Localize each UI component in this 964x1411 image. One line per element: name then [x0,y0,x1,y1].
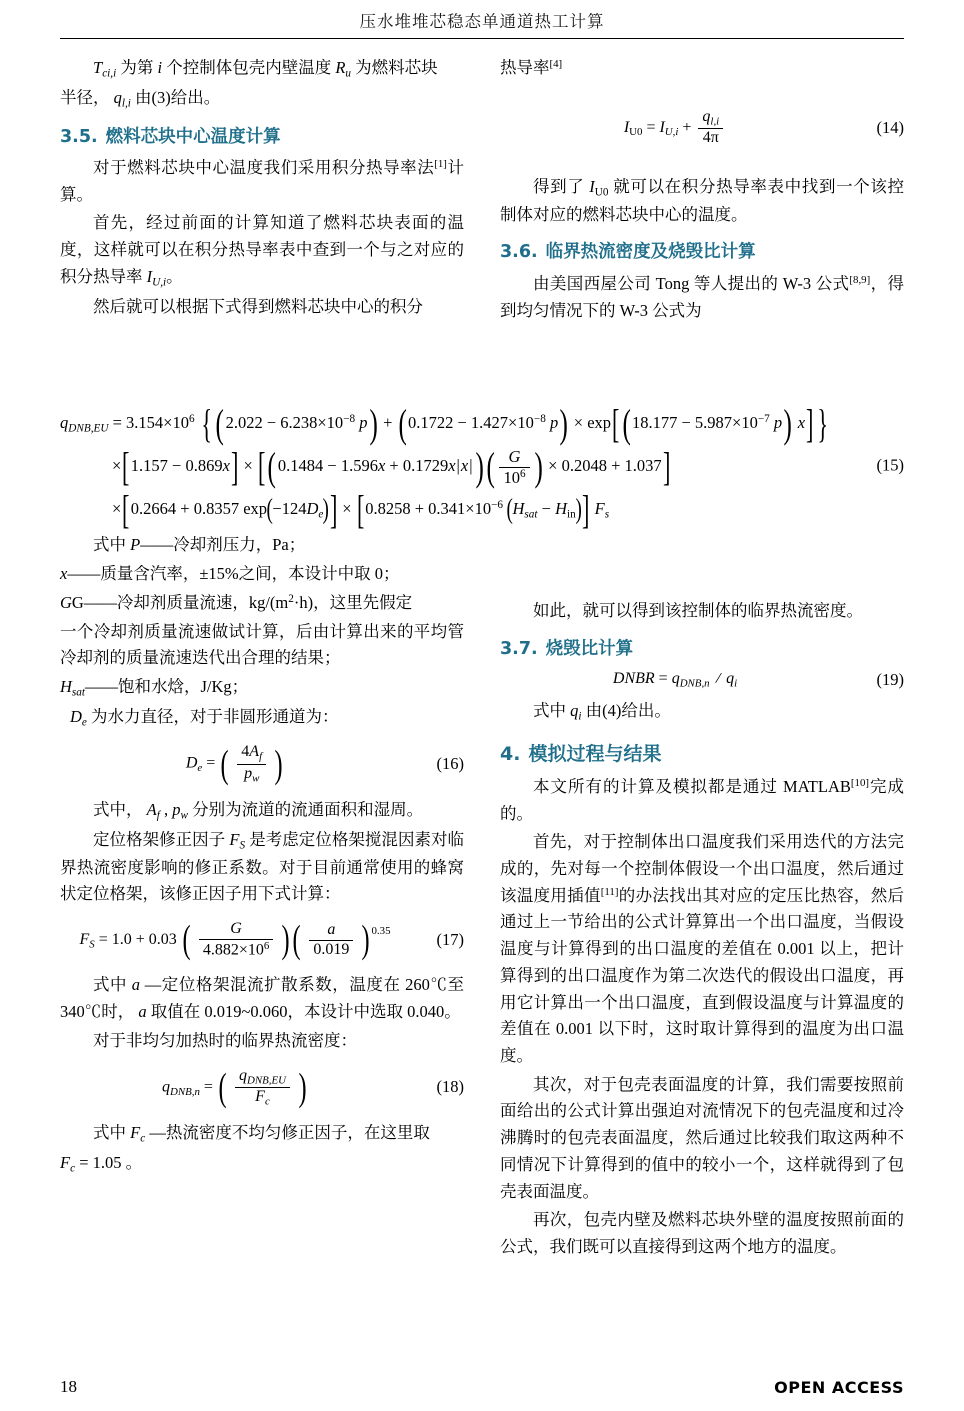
text-fragment: 计算。 [60,158,464,204]
text-fragment: 热导率 [500,58,550,77]
text-fragment: —热流密度不均匀修正因子，在这里取 [149,1123,430,1143]
legend-G-cont [60,619,464,672]
text-fragment: 分别为流道的流通面积和湿周。 [192,800,424,820]
paragraph-a-coefficient: 式中 a —定位格架混流扩散系数，温度在 260℃至 340℃时， a 取值在 0.019~0.060，本设计中选取 0.040。 [60,975,465,1022]
section-title: 燃料芯块中心温度计算 [105,126,281,147]
paragraph-thermal-conductivity [500,55,904,82]
text-fragment: 式中， [93,800,143,820]
text-fragment: —定位格架混流扩散系数，温度在 260℃至 340℃时， [60,975,465,1022]
text-fragment: 为燃料芯块 [355,58,438,77]
text-fragment: 对于燃料芯块中心温度我们采用积分热导率法 [93,158,435,177]
text-fragment: 一个冷却剂质量流速做试计算，后由计算出来的平均管冷却剂的质量流速迭代出合理的结果； [60,621,464,668]
text-fragment: 首先，对于控制体出口温度我们采用迭代的方法完成的，先对每一个控制体假设一个出口温度，然后通过该温度用插值 [500,832,904,905]
text-fragment: 就可以在积分热导率表中找到一个该控制体对应的燃料芯块中心的温度。 [500,176,905,224]
text-fragment: 完成的。 [500,776,905,823]
running-head: 压水堆堆芯稳态单通道热工计算 [359,12,605,31]
equation-15-line-3: ×[0.2664 + 0.8357 $\exp(-124D_e)] \times [0.8258 + 0.341\times 10^{-6}$ $(H_{sat} - H_{in})$] $F_s$ [112,486,610,532]
text-fragment: = 1.05 。 [79,1152,143,1172]
header-rule [60,38,904,39]
text-fragment: 如此，就可以得到该控制体的临界热流密度。 [533,601,863,621]
paragraph-tci-definition-cont: 半径， $q_{l,i}$ 由(3)给出。 [60,87,221,110]
paragraph-integral-method [60,155,464,208]
legend-De: $D_e$ 为水力直径，对于非圆形通道为： [70,706,339,729]
text-fragment: 由(4)给出。 [585,700,671,720]
text-fragment: 由(3)给出。 [135,87,221,107]
text-fragment: ·h)，这里先假定 [293,592,413,612]
paragraph-nonuniform-heating [60,1028,464,1055]
equation-18-body: $q_{DNB,n}$ = ( $\frac{q_{DNB,EU}}{F_c}$ ) [161,1065,307,1109]
paragraph-w3-formula [500,271,904,324]
paragraph-iteration [500,829,904,1069]
equation-18-number: (18) [436,1077,464,1097]
paragraph-fc-factor-cont: $F_c = 1.05$ 。 [60,1152,143,1175]
section-heading-4 [500,741,904,768]
paragraph-fs-factor: 定位格架修正因子 $F_S$ 是考虑定位格架搅混因素对临界热流密度影响的修正系数。对于目前通常使用的蜂窝状定位格架，该修正因子用下式计算： [60,829,465,904]
text-fragment: 个控制体包壳内壁温度 [166,58,332,77]
section-number: 4. [500,743,521,766]
equation-17-body: $F_S = 1.0 + 0.03$ ( $\frac{G}{4.882\times 10^6}$ )( $\frac{a}{0.019}$ )$^{0.35}$ [79,918,391,962]
text-fragment: 式中 [93,1123,126,1143]
equation-15-number: (15) [876,455,904,475]
equation-16-number: (16) [436,754,464,774]
equation-14 [500,108,904,148]
equation-15 [60,402,904,531]
equation-15-line-2: ×[1.157 − 0.869x] × [(0.1484 − 1.596x + 0.1729x|x|)( $\frac{G}{10^6}$ ) × 0.2048 + 1.037] [112,443,671,489]
equation-16-body: $D_e$ = ( $\frac{4A_f}{p_w}$ ) [185,742,283,786]
page-footer [0,1377,964,1397]
section-title: 烧毁比计算 [545,639,634,660]
paragraph-cladding: 其次，对于包壳表面温度的计算，我们需要按照前面给出的公式计算出强迫对流情况下的包壳温度和过冷沸腾时的包壳表面温度，然后通过比较我们取这两种不同情况下计算得到的值中的较小一个，这样就得到了包壳表面温度。 [500,1074,904,1201]
paragraph-inner-wall: 再次，包壳内壁及燃料芯块外壁的温度按照前面的公式，我们既可以直接得到这两个地方的温度。 [500,1210,904,1257]
text-fragment: G——冷却剂质量流速，kg/(m [71,592,289,612]
section-number: 3.6. [500,242,538,263]
equation-17 [60,920,464,960]
legend-Hsat: $H_{sat}——$饱和水焓，J/Kg； [60,676,249,699]
text-fragment: 定位格架修正因子 [93,829,226,849]
text-fragment: 首先，经过前面的计算知道了燃料芯块表面的温度，这样就可以在积分热导率表中查到一个与之对应的积分热导率 [60,213,464,286]
section-heading-3-5 [60,125,464,150]
text-fragment: ，得到均匀情况下的 W-3 公式为 [500,273,904,320]
paragraph-after-eq19: 式中 $q_i$ 由(4)给出。 [533,700,671,723]
reference-marker: [1] [434,158,447,171]
paragraph-tci-definition: $T_{ci,i}$ 为第 i 个控制体包壳内壁温度 $R_u$ 为燃料芯块 [93,58,438,80]
left-column [60,55,464,1263]
text-fragment: 对于非均匀加热时的临界热流密度： [93,1030,357,1050]
text-fragment: 取值在 0.019~0.060，本设计中选取 0.040。 [150,1002,461,1022]
equation-14-number: (14) [876,117,904,137]
paragraph-after-eq14: 得到了 $I_{U0}$ 就可以在积分热导率表中找到一个该控制体对应的燃料芯块中心的温度。 [500,176,905,224]
text-fragment: 为水力直径，对于非圆形通道为： [91,706,339,726]
page-number: 18 [60,1377,77,1396]
paragraph-matlab [500,774,904,827]
equation-16 [60,743,464,785]
equation-17-number: (17) [436,930,464,950]
reference-marker: [11] [600,885,619,898]
text-fragment: 为第 [120,58,154,77]
paragraph-center-integral [60,294,464,321]
section-title: 临界热流密度及烧毁比计算 [545,242,756,263]
legend-x: x——质量含汽率，±15%之间，本设计中取 0； [60,564,400,584]
right-column [500,55,904,1263]
text-fragment: 的办法找出其对应的定压比热容，然后通过上一节给出的公式计算算出一个出口温度，当假设温度与计算得到的出口温度的差值在 0.001 以上，把计算得到的出口温度作为第二次迭代的假设出口温度，再用它计算出一个出口温度，直到假设温度与计算温度的差值在 0.001 以下时，这时取计算得到的温度为出口温度。 [500,885,905,1066]
section-number: 3.7. [500,639,538,660]
text-fragment: 式中 [93,975,128,995]
equation-19-body: DNBR = $q_{DNB,n} / q_i$ [612,669,738,690]
equation-18 [60,1067,464,1109]
section-number: 3.5. [60,126,98,147]
reference-marker: [10] [850,776,870,789]
section-heading-3-6 [500,240,904,265]
text-fragment: 是考虑定位格架搅混因素对临界热流密度影响的修正系数。对于目前通常使用的蜂窝状定位格架，该修正因子用下式计算： [60,829,465,904]
two-column-body [60,55,904,1263]
equation-14-body: $I_{U0} = I_{U,i}$ + $\frac{q_{l,i}}{4\pi}$ [500,108,850,148]
equation-19-number: (19) [876,669,904,689]
equation-19 [500,670,904,690]
text-fragment: 然后就可以根据下式得到燃料芯块中心的积分 [93,296,423,316]
text-fragment: 得到了 [533,176,585,196]
open-access-label: OPEN ACCESS [774,1378,904,1397]
legend-G: GG——冷却剂质量流速，$kg/(m^2\cdot h)$，这里先假定 [60,592,413,612]
text-fragment: 由美国西屋公司 Tong 等人提出的 W-3 公式 [533,273,850,293]
paragraph-af-pw: 式中， $A_f$ , $p_w$ 分别为流道的流通面积和湿周。 [93,800,424,822]
equation-15-line-1: $q_{DNB,EU} = 3.154\times 10^6$ {($2.022 - 6.238\times 10^{-8}$ $p) + (0.1722 - 1.427\times 10^{-8}$ $p) \times \exp[(18.177 - 5.987\times 10^{-7}$ p) x]} [60,401,828,447]
text-fragment: 。 [166,266,183,286]
text-fragment: 本文所有的计算及模拟都是通过 MATLAB [533,776,851,796]
text-fragment: 式中 [533,700,566,720]
legend-P: 式中 P——冷却剂压力，Pa； [93,535,306,555]
section-heading-3-7 [500,637,904,662]
paragraph-after-eq15 [500,598,904,625]
paragraph-surface-temp: 首先，经过前面的计算知道了燃料芯块表面的温度，这样就可以在积分热导率表中查到一个与之对应的积分热导率 $I_{U,i}$。 [60,213,464,289]
text-fragment: ——饱和水焓，J/Kg； [85,676,249,696]
paragraph-fc-factor: 式中 $F_c$ —热流密度不均匀修正因子，在这里取 [93,1123,430,1145]
reference-marker: [4] [549,58,563,71]
reference-marker: [8,9] [849,273,871,286]
section-title: 模拟过程与结果 [528,743,662,766]
text-fragment: 半径， [60,87,110,107]
